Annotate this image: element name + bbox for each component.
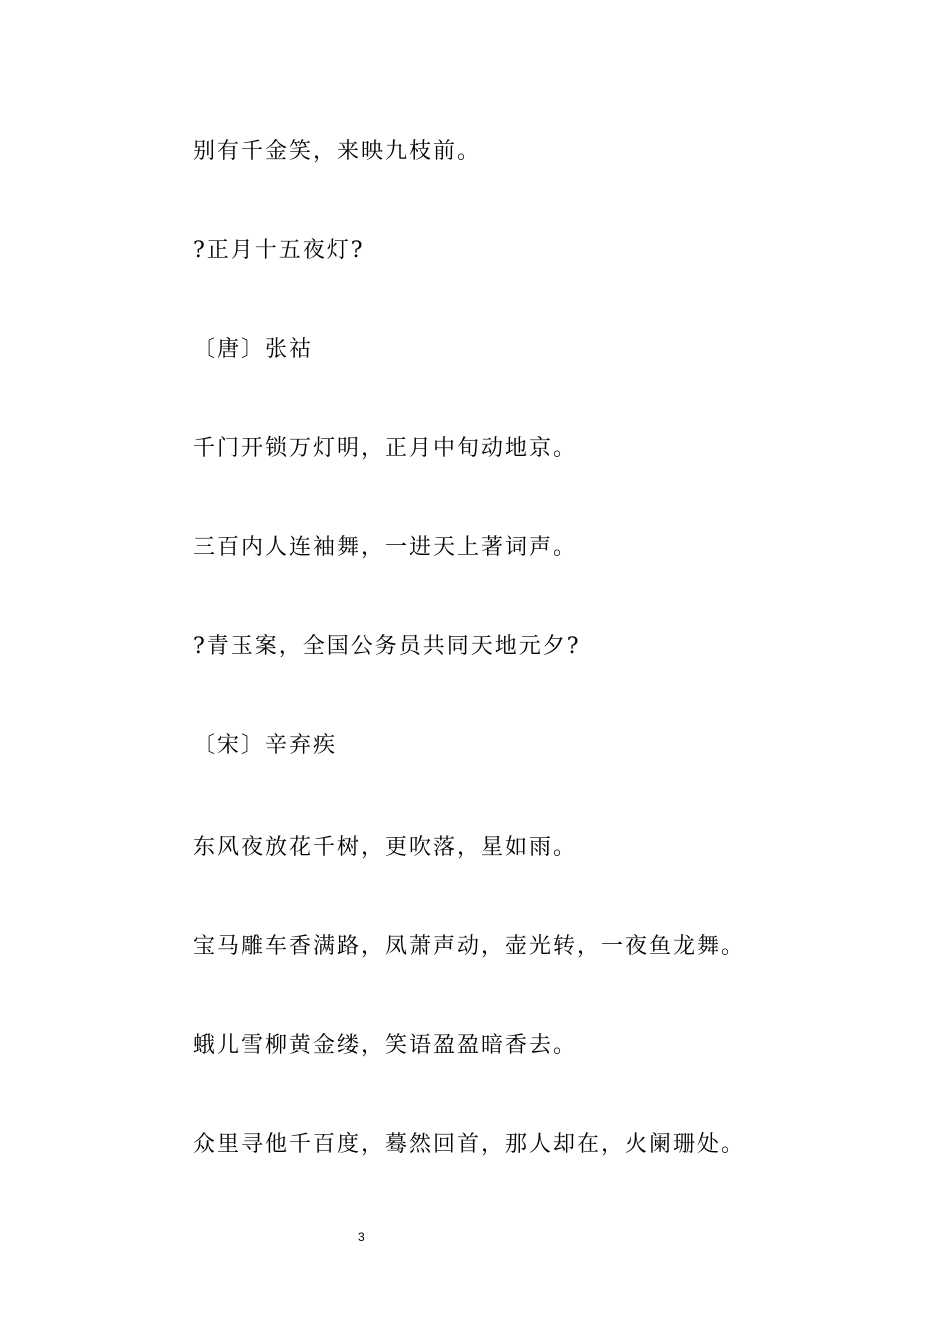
poem-author: 〔宋〕辛弃疾 [193, 733, 338, 758]
poem-line: 众里寻他千百度，蓦然回首，那人却在，火阑珊处。 [193, 1132, 746, 1157]
poem-title: ?正月十五夜灯? [193, 238, 365, 263]
poem-line: 宝马雕车香满路，凤萧声动，壶光转，一夜鱼龙舞。 [193, 934, 746, 959]
poem-line: 东风夜放花千树，更吹落，星如雨。 [193, 835, 578, 860]
poem-line: 别有千金笑，来映九枝前。 [193, 139, 482, 164]
poem-line: 三百内人连袖舞，一进天上著词声。 [193, 535, 578, 560]
poem-line: 蛾儿雪柳黄金缕，笑语盈盈暗香去。 [193, 1033, 578, 1058]
poem-author: 〔唐〕张祜 [193, 337, 314, 362]
poem-line: 千门开锁万灯明，正月中旬动地京。 [193, 436, 578, 461]
poem-title: ?青玉案，全国公务员共同天地元夕? [193, 634, 581, 659]
page-number: 3 [358, 1230, 365, 1244]
